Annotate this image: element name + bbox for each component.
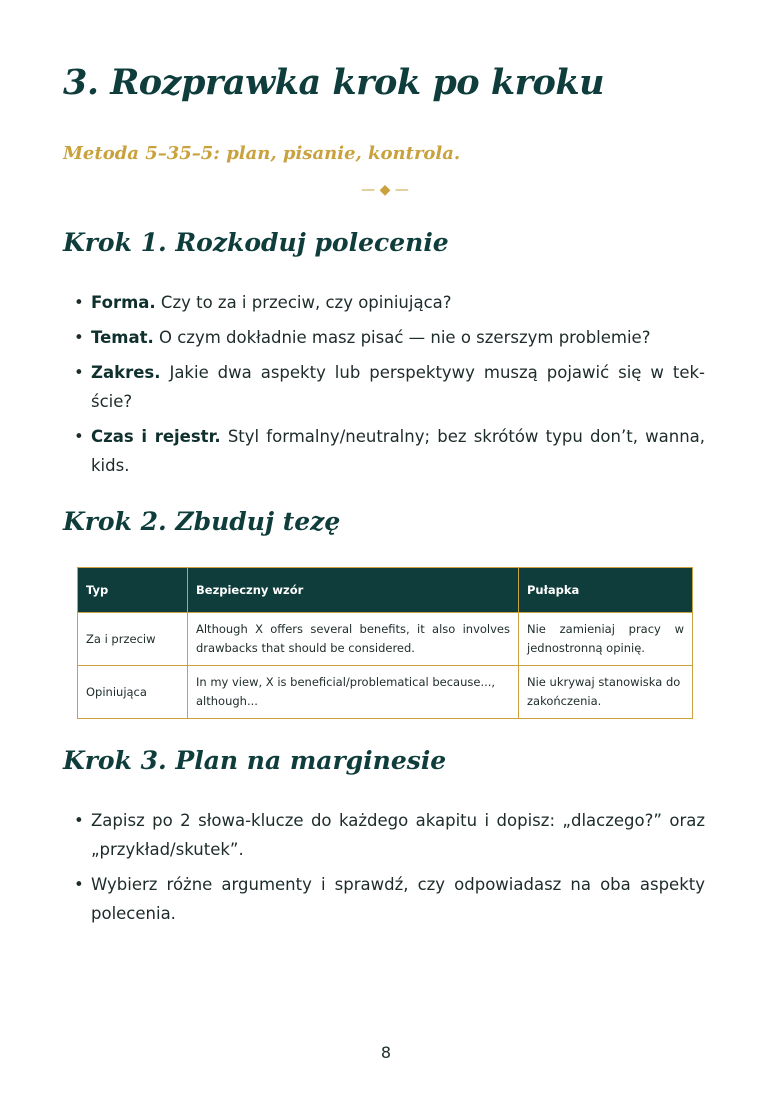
item-text: Czy to za i przeciw, czy opiniująca?	[155, 293, 452, 312]
item-text: Jakie dwa aspekty lub perspektywy muszą pojawić się w tek-ście?	[91, 363, 705, 411]
step2-heading: Krok 2. Zbuduj tezę	[63, 507, 341, 536]
item-label: Zakres.	[91, 363, 161, 382]
table-cell: Opiniująca	[78, 666, 188, 719]
item-label: Temat.	[91, 328, 154, 347]
step1-list	[63, 288, 705, 486]
page-title: 3. Rozprawka krok po kroku	[63, 62, 605, 103]
table-cell: Nie ukrywaj stanowiska do zakończenia.	[519, 666, 693, 719]
step3-heading: Krok 3. Plan na marginesie	[63, 746, 447, 775]
list-item	[63, 323, 705, 352]
item-label: Forma.	[91, 293, 156, 312]
table-cell: In my view, X is beneficial/problematical because..., although...	[188, 666, 519, 719]
thesis-table	[77, 567, 693, 719]
table-cell: Nie zamieniaj pracy w jednostronną opinię.	[519, 613, 693, 666]
table-cell: Although X offers several benefits, it also involves drawbacks that should be considered.	[188, 613, 519, 666]
item-text: O czym dokładnie masz pisać — nie o szerszym problemie?	[153, 328, 651, 347]
table-header-row	[78, 568, 693, 613]
list-item	[63, 288, 705, 317]
divider-ornament: — ◆ —	[361, 182, 409, 198]
step1-heading: Krok 1. Rozkoduj polecenie	[63, 228, 449, 257]
page-subtitle: Metoda 5–35–5: plan, pisanie, kontrola.	[63, 143, 461, 164]
column-header: Pułapka	[519, 568, 693, 613]
column-header: Typ	[78, 568, 188, 613]
list-item: • Wybierz różne argumenty i sprawdź, czy odpowiadasz na oba aspekty polecenia.	[63, 870, 705, 928]
step3-list	[63, 806, 705, 934]
table-row	[78, 613, 693, 666]
item-label: Czas i rejestr.	[91, 427, 221, 446]
list-item	[63, 422, 705, 480]
list-item: • Zapisz po 2 słowa-klucze do każdego akapitu i dopisz: „dlaczego?” oraz „przykład/skutek”.	[63, 806, 705, 864]
table-row	[78, 666, 693, 719]
item-text: Styl formalny/neutralny; bez skrótów typu don’t, wanna, kids.	[91, 427, 706, 475]
column-header: Bezpieczny wzór	[188, 568, 519, 613]
page-number: 8	[380, 1043, 392, 1062]
list-item	[63, 358, 705, 416]
table-cell: Za i przeciw	[78, 613, 188, 666]
